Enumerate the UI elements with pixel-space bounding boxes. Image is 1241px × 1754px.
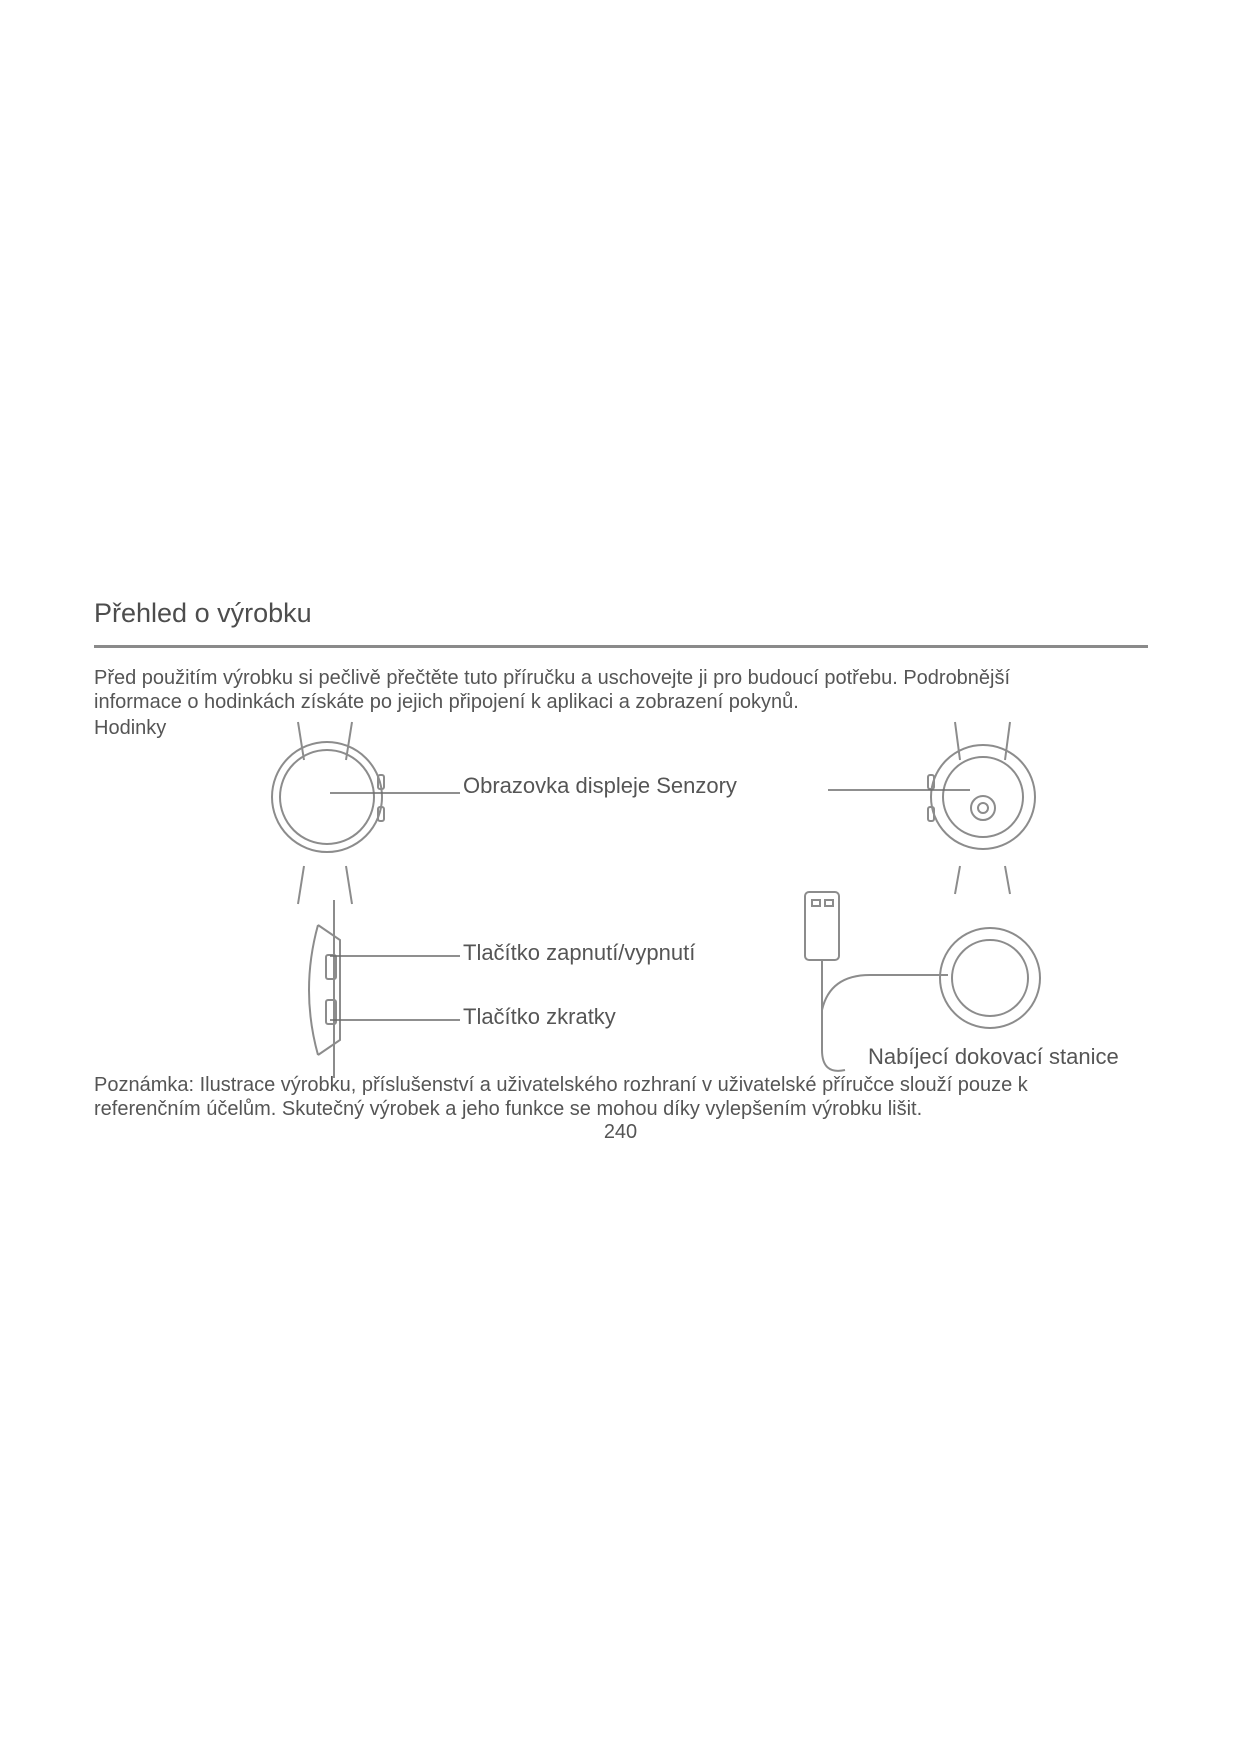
intro-line: Před použitím výrobku si pečlivě přečtěte tuto příručku a uschovejte ji pro budoucí potřebu. Podrobnější [94, 667, 1011, 689]
charging-dock-label: Nabíjecí dokovací stanice [868, 1044, 1119, 1069]
watch-front-illustration [272, 722, 384, 904]
watch-back-illustration [928, 722, 1035, 894]
watch-subheading: Hodinky [94, 717, 167, 739]
page-title: Přehled o výrobku [94, 598, 312, 628]
intro-line: informace o hodinkách získáte po jejich připojení k aplikaci a zobrazení pokynů. [94, 691, 799, 713]
page-number: 240 [603, 1121, 638, 1143]
note-line: Poznámka: Ilustrace výrobku, příslušenství a uživatelského rozhraní v uživatelské příručce slouží pouze k [94, 1074, 1028, 1096]
watch-side-illustration [309, 900, 340, 1078]
display-sensors-label: Obrazovka displeje Senzory [463, 773, 737, 798]
power-button-label: Tlačítko zapnutí/vypnutí [463, 940, 696, 965]
note-line: referenčním účelům. Skutečný výrobek a jeho funkce se mohou díky vylepšením výrobku lišit. [94, 1098, 923, 1120]
disclaimer-note [94, 1073, 1154, 1121]
shortcut-button-label: Tlačítko zkratky [463, 1004, 616, 1029]
